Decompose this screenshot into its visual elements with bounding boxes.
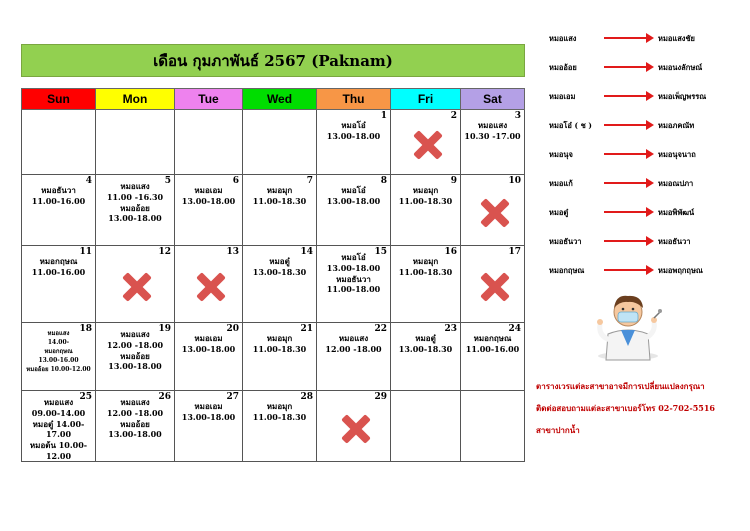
week-row [22, 246, 525, 323]
calendar-grid [21, 88, 525, 462]
day-number: 10 [508, 176, 521, 186]
legend-short-name: หมอนุจ [549, 150, 573, 159]
day-cell [243, 175, 317, 246]
day-cell [96, 246, 175, 323]
legend-full-name: หมอนงลักษณ์ [658, 63, 703, 72]
day-number: 28 [300, 392, 313, 402]
doctor-name: หมอเอม [194, 185, 223, 195]
day-cell [243, 110, 317, 175]
legend-row [546, 204, 746, 220]
day-number: 19 [158, 324, 171, 334]
shift-time: 13.00-18.00 [181, 195, 236, 206]
legend-row [546, 233, 746, 249]
day-cell [96, 323, 175, 391]
shift-time: 11.00-18.00 [326, 284, 381, 295]
shift-time: หมอต้น 10.00-12.00 [29, 440, 88, 461]
doctor-name: หมอมุก [412, 256, 439, 266]
doctor-name: หมออ้อย [120, 418, 150, 429]
shift-time: 11.00-18.30 [252, 343, 307, 354]
shift-time: 13.00-18.00 [326, 195, 381, 206]
legend-row [546, 59, 746, 75]
doctor-name: หมอตู๋ 14.00-17.00 [32, 418, 85, 440]
day-number: 15 [374, 247, 387, 257]
day-cell [175, 110, 243, 175]
day-number: 3 [514, 111, 521, 121]
legend-short-name: หมอกฤษณ [549, 266, 585, 275]
legend-short-name: หมอเอม [549, 92, 576, 101]
day-cell [317, 323, 391, 391]
closed-x-icon [476, 196, 510, 230]
legend-full-name: หมอนุจนาถ [658, 150, 696, 159]
legend-short-name: หมอโอ๋ ( ช ) [549, 121, 592, 130]
shift-time: 13.00-18.00 [181, 411, 236, 422]
note-line-1: ตารางเวรแต่ละสาขาอาจมีการเปลี่ยนแปลงกรุณา [536, 381, 705, 391]
day-cell [391, 246, 461, 323]
legend-short-name: หมออ้อย [549, 63, 577, 72]
doctor-name: หมอธันวา [336, 273, 371, 284]
shift-time: 14.00- [47, 339, 70, 346]
day-cell [461, 110, 525, 175]
doctor-name: หมออ้อย [120, 202, 150, 213]
day-number: 1 [380, 111, 387, 121]
doctor-name: หมอเอม [194, 333, 223, 343]
legend-row [546, 88, 746, 104]
doctor-name: หมอธันวา [41, 185, 76, 195]
day-number: 9 [450, 176, 457, 186]
weekday-header-0: Sun [22, 89, 96, 110]
doctor-name: หมออ้อย 10.00-12.00 [26, 366, 91, 373]
doctor-name: หมอมุก [266, 401, 293, 411]
arrow-right-icon [604, 153, 652, 155]
day-cell [317, 110, 391, 175]
arrow-right-icon [604, 37, 652, 39]
doctor-name: หมอแสง [43, 397, 74, 407]
day-number: 20 [226, 324, 239, 334]
doctor-name: หมอกฤษณ [39, 256, 78, 266]
day-cell [175, 175, 243, 246]
day-cell [461, 323, 525, 391]
day-number: 2 [450, 111, 457, 121]
shift-time: 13.00-18.00 [326, 130, 381, 141]
doctor-name: หมออ้อย [120, 350, 150, 361]
day-cell [22, 246, 96, 323]
legend-row [546, 117, 746, 133]
shift-time: 13.00-18.00 [108, 361, 162, 372]
doctor-name: หมอแสง [477, 120, 508, 130]
legend-row [546, 175, 746, 191]
doctor-name: หมอแสง [120, 181, 150, 191]
arrow-right-icon [604, 211, 652, 213]
day-cell [22, 175, 96, 246]
shift-time: 13.00-16.00 [38, 357, 79, 364]
shift-time: 13.00-18.00 [108, 429, 162, 440]
day-number: 13 [226, 247, 239, 257]
legend-row [546, 262, 746, 278]
day-number: 14 [300, 247, 313, 257]
doctor-name: หมอแสง [120, 329, 150, 339]
day-cell [391, 110, 461, 175]
doctor-name: หมอแสง [120, 397, 150, 407]
doctor-name: หมอกฤษณ [473, 333, 512, 343]
shift-time: 12.00 -18.00 [106, 339, 164, 350]
weekday-header-1: Mon [96, 89, 175, 110]
closed-x-icon [476, 270, 510, 304]
doctor-name: หมอมุก [266, 185, 293, 195]
legend-short-name: หมอแสง [549, 34, 577, 43]
note-line-2: ติดต่อสอบถามแต่ละสาขาเบอร์โทร 02-702-5516 [536, 403, 715, 413]
day-cell [96, 110, 175, 175]
legend-full-name: หมอภคณัท [658, 121, 695, 130]
shift-time: 13.00-18.00 [181, 343, 236, 354]
day-cell [391, 323, 461, 391]
legend-full-name: หมอแสงชัย [658, 34, 695, 43]
day-cell [243, 246, 317, 323]
doctor-name: หมอเอม [194, 401, 223, 411]
shift-time: 11.00-18.30 [252, 195, 307, 206]
legend-short-name: หมอธันวา [549, 237, 582, 246]
day-number: 22 [374, 324, 387, 334]
day-number: 18 [79, 324, 92, 334]
legend-row [546, 30, 746, 46]
doctor-illustration [590, 290, 666, 362]
day-cell [391, 175, 461, 246]
shift-time: 13.00-18.30 [398, 343, 453, 354]
day-number: 12 [158, 247, 171, 257]
shift-time: 13.00-18.00 [108, 213, 162, 224]
week-row [22, 175, 525, 246]
shift-time: 11.00-18.30 [398, 195, 453, 206]
day-number: 17 [508, 247, 521, 257]
day-cell [22, 110, 96, 175]
day-cell [391, 391, 461, 462]
day-number: 26 [158, 392, 171, 402]
doctor-name: หมอมุก [266, 333, 293, 343]
day-number: 7 [306, 176, 313, 186]
shift-time: 11.00-16.00 [465, 343, 520, 354]
day-number: 8 [380, 176, 387, 186]
note-line-3: สาขาปากน้ำ [536, 425, 580, 435]
day-cell [22, 391, 96, 462]
weekday-header-2: Tue [175, 89, 243, 110]
weekday-header-row [22, 89, 525, 110]
day-number: 16 [444, 247, 457, 257]
arrow-right-icon [604, 124, 652, 126]
legend-short-name: หมอแก้ [549, 179, 573, 188]
day-number: 25 [79, 392, 92, 402]
doctor-name: หมอโอ๋ [341, 252, 366, 262]
legend-full-name: หมอณปภา [658, 179, 694, 188]
day-cell [461, 175, 525, 246]
day-number: 21 [300, 324, 313, 334]
closed-x-icon [118, 270, 152, 304]
shift-time: 11.00 -16.30 [106, 191, 164, 202]
day-cell [243, 323, 317, 391]
closed-x-icon [337, 412, 371, 446]
week-row [22, 110, 525, 175]
closed-x-icon [192, 270, 226, 304]
legend-short-name: หมอตู๋ [549, 208, 569, 217]
day-cell [243, 391, 317, 462]
doctor-name: หมอแสง [47, 330, 70, 337]
day-number: 5 [164, 176, 171, 186]
doctor-name: หมอตู๋ [269, 256, 290, 266]
shift-time: 11.00-18.30 [398, 266, 453, 277]
day-number: 23 [444, 324, 457, 334]
shift-time: 11.00-16.00 [31, 266, 86, 277]
legend-full-name: หมอธันวา [658, 237, 691, 246]
day-cell [461, 391, 525, 462]
legend-full-name: หมอพฤกฤษณ [658, 266, 703, 275]
week-row [22, 391, 525, 462]
day-number: 27 [226, 392, 239, 402]
day-number: 6 [232, 176, 239, 186]
doctor-name: หมอตู๋ [415, 333, 436, 343]
doctor-name: หมอมุก [412, 185, 439, 195]
shift-time: 13.00-18.00 [326, 262, 381, 273]
doctor-name: หมอแสง [338, 333, 369, 343]
day-number: 4 [85, 176, 92, 186]
closed-x-icon [409, 128, 443, 162]
day-cell [317, 391, 391, 462]
legend-full-name: หมอพิพัฒน์ [658, 208, 695, 217]
day-cell [317, 246, 391, 323]
shift-time: 10.30 -17.00 [464, 130, 521, 141]
day-cell [175, 323, 243, 391]
shift-time: 09.00-14.00 [31, 407, 86, 418]
day-cell [175, 391, 243, 462]
shift-time: 11.00-16.00 [31, 195, 86, 206]
legend-full-name: หมอเพ็ญพรรณ [658, 92, 707, 101]
doctor-name: หมอโอ๋ [341, 120, 366, 130]
day-cell [96, 391, 175, 462]
arrow-right-icon [604, 66, 652, 68]
day-cell [317, 175, 391, 246]
day-cell [96, 175, 175, 246]
doctor-name: หมอโอ๋ [341, 185, 366, 195]
arrow-right-icon [604, 95, 652, 97]
day-number: 24 [508, 324, 521, 334]
shift-time: 12.00 -18.00 [106, 407, 164, 418]
weekday-header-4: Thu [317, 89, 391, 110]
weekday-header-5: Fri [391, 89, 461, 110]
legend-row [546, 146, 746, 162]
shift-time: 12.00 -18.00 [325, 343, 382, 354]
weekday-header-3: Wed [243, 89, 317, 110]
weekday-header-6: Sat [461, 89, 525, 110]
day-number: 29 [374, 392, 387, 402]
calendar-title: เดือน กุมภาพันธ์ 2567 (Paknam) [21, 44, 525, 77]
shift-time: 13.00-18.30 [252, 266, 307, 277]
week-row [22, 323, 525, 391]
day-cell [461, 246, 525, 323]
day-cell [175, 246, 243, 323]
doctor-name: หมอกฤษณ [44, 348, 73, 355]
arrow-right-icon [604, 269, 652, 271]
shift-time: 11.00-18.30 [252, 411, 307, 422]
arrow-right-icon [604, 182, 652, 184]
day-cell [22, 323, 96, 391]
arrow-right-icon [604, 240, 652, 242]
day-number: 11 [79, 247, 92, 257]
